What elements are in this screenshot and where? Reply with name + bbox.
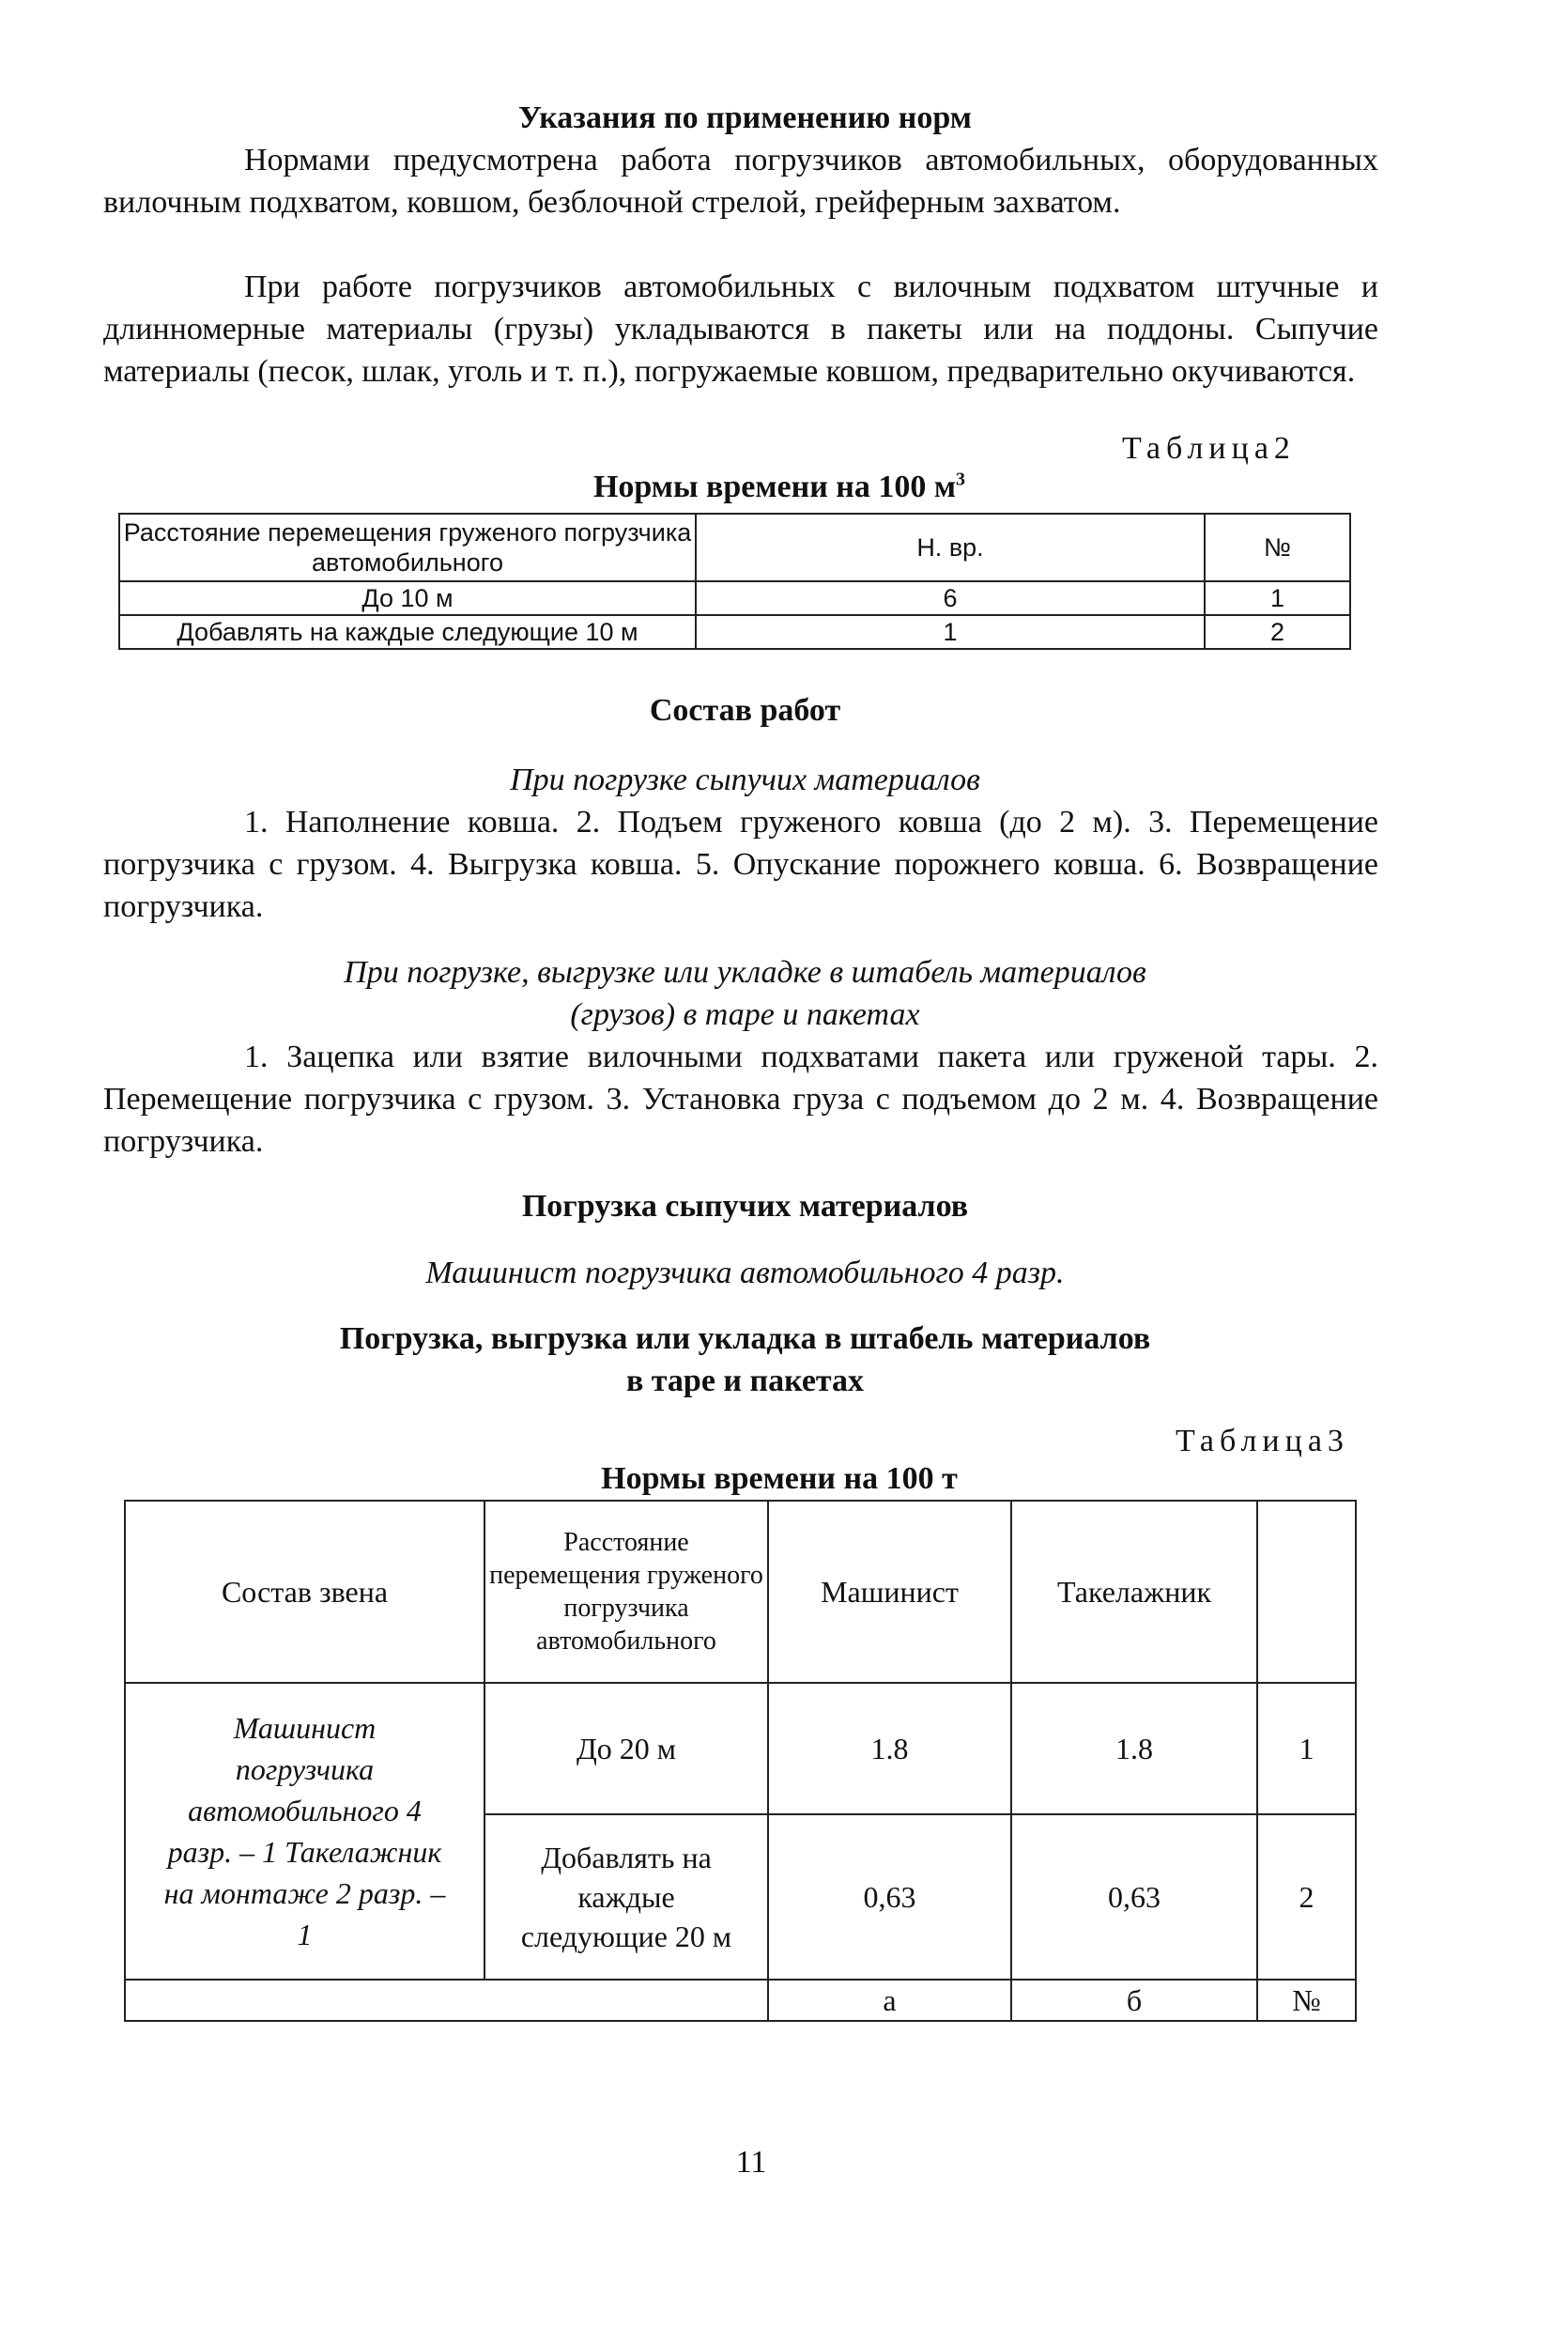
subheading-bulk-loading: При погрузке сыпучих материалов [510, 763, 980, 797]
cell-norm-time: 1 [696, 615, 1205, 649]
paragraph-norms-intro: Нормами предусмотрена работа погрузчиков автомобильных, оборудованных вилочным подхватом, ковшом, безблочной стрелой, грейферным захватом. [103, 143, 1378, 220]
cell-rigger-norm: 1.8 [1011, 1683, 1257, 1814]
cell-operator-norm: 1.8 [768, 1683, 1011, 1814]
section-heading-packaged-loading-line2: в таре и пакетах [625, 1364, 865, 1398]
cell-distance: Добавлять на каждые следующие 20 м [484, 1814, 768, 1980]
cell-number: 1 [1257, 1683, 1356, 1814]
section-heading-work-composition: Состав работ [649, 693, 841, 728]
footer-col-a: а [768, 1980, 1011, 2021]
section-heading-bulk-loading: Погрузка сыпучих материалов [521, 1189, 969, 1224]
table2-label: Таблица2 [1122, 431, 1296, 466]
table-row [125, 1683, 1356, 1814]
header-distance: Расстояние перемещения груженого погрузчика автомобильного [119, 514, 696, 581]
table2-norms [118, 513, 1351, 650]
cell-crew-composition: Машинист погрузчика автомобильного 4 разр. – 1 Такелажник на монтаже 2 разр. – 1 [125, 1683, 484, 1980]
table-header-row [125, 1501, 1356, 1683]
operator-grade-note: Машинист погрузчика автомобильного 4 разр. [425, 1256, 1065, 1290]
cell-number: 2 [1205, 615, 1350, 649]
table3-caption: Нормы времени на 100 т [601, 1461, 958, 1496]
header-number [1257, 1501, 1356, 1683]
table-footer-row [125, 1980, 1356, 2021]
section-heading-norms-usage: Указания по применению норм [518, 100, 972, 135]
paragraph-bulk-operations: 1. Наполнение ковша. 2. Подъем груженого ковша (до 2 м). 3. Перемещение погрузчика с грузом. 4. Выгрузка ковша. 5. Опускание порожнего ковша. 6. Возвращение погрузчика. [103, 805, 1378, 924]
cell-operator-norm: 0,63 [768, 1814, 1011, 1980]
footer-col-b: б [1011, 1980, 1257, 2021]
table3-norms [124, 1500, 1357, 2022]
cell-distance: До 20 м [484, 1683, 768, 1814]
paragraph-packaged-operations: 1. Зацепка или взятие вилочными подхватами пакета или груженой тары. 2. Перемещение погрузчика с грузом. 3. Установка груза с подъемом до 2 м. 4. Возвращение погрузчика. [103, 1040, 1378, 1159]
header-rigger: Такелажник [1011, 1501, 1257, 1683]
subheading-packaged-loading-line1: При погрузке, выгрузке или укладке в штабель материалов [344, 955, 1146, 990]
table-row [119, 581, 1350, 615]
table-header-row [119, 514, 1350, 581]
header-number: № [1205, 514, 1350, 581]
cell-number: 1 [1205, 581, 1350, 615]
cell-number: 2 [1257, 1814, 1356, 1980]
header-crew: Состав звена [125, 1501, 484, 1683]
table-row [119, 615, 1350, 649]
header-distance: Расстояние перемещения груженого погрузчика автомобильного [484, 1501, 768, 1683]
page-number: 11 [735, 2145, 767, 2180]
subheading-packaged-loading-line2: (грузов) в таре и пакетах [570, 997, 920, 1032]
paragraph-loader-work: При работе погрузчиков автомобильных с вилочным подхватом штучные и длинномерные материалы (грузы) укладываются в пакеты или на поддоны. Сыпучие материалы (песок, шлак, уголь и т. п.), погружаемые ковшом, предварительно окучиваются. [103, 270, 1378, 389]
cell-distance: До 10 м [119, 581, 696, 615]
footer-empty [125, 1980, 768, 2021]
footer-number: № [1257, 1980, 1356, 2021]
table3-label: Таблица3 [1176, 1424, 1349, 1458]
cell-norm-time: 6 [696, 581, 1205, 615]
cell-distance: Добавлять на каждые следующие 10 м [119, 615, 696, 649]
section-heading-packaged-loading-line1: Погрузка, выгрузка или укладка в штабель материалов [339, 1321, 1151, 1356]
header-operator: Машинист [768, 1501, 1011, 1683]
header-norm-time: Н. вр. [696, 514, 1205, 581]
cell-rigger-norm: 0,63 [1011, 1814, 1257, 1980]
table2-caption: Нормы времени на 100 $м^3$ [592, 469, 966, 504]
